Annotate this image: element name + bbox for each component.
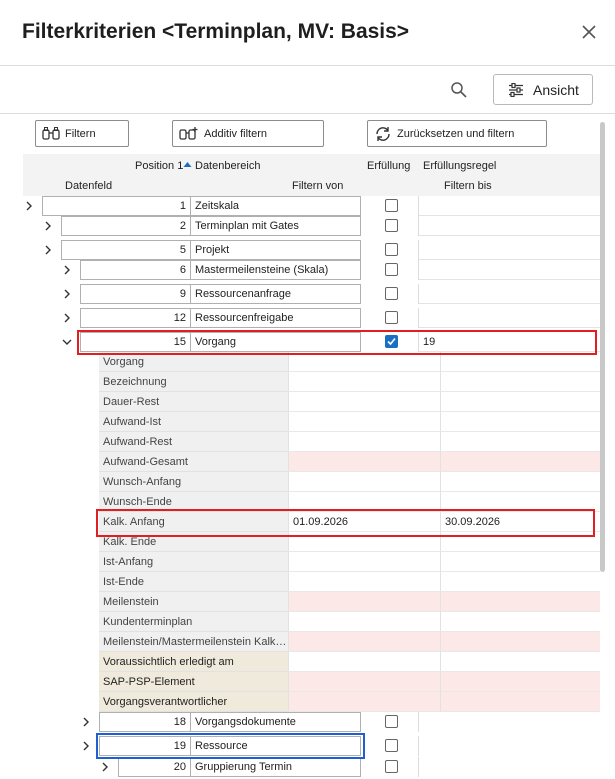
filter-to-cell[interactable]: [440, 632, 600, 652]
table-row[interactable]: [0, 284, 600, 304]
filter-from-cell[interactable]: [288, 572, 440, 592]
filter-from-cell[interactable]: [288, 472, 440, 492]
filter-to-cell[interactable]: [440, 592, 600, 612]
sort-ascending-icon: [183, 161, 192, 168]
scrollbar-thumb[interactable]: [600, 122, 605, 572]
chevron-right-icon[interactable]: [99, 761, 111, 773]
filter-from-cell[interactable]: [288, 452, 440, 472]
filter-from-cell[interactable]: [288, 592, 440, 612]
field-row-kalk-anfang: [0, 512, 600, 532]
filter-from-cell[interactable]: [288, 632, 440, 652]
chevron-down-icon[interactable]: [61, 336, 73, 348]
erfuellung-checkbox[interactable]: [385, 311, 398, 324]
table-row-ressource[interactable]: [0, 736, 600, 756]
erfuellung-checkbox-checked[interactable]: [385, 335, 398, 348]
filter-to-cell[interactable]: [440, 552, 600, 572]
filter-to-cell[interactable]: [440, 692, 600, 712]
filter-to-cell[interactable]: [440, 412, 600, 432]
field-row: [0, 532, 600, 552]
erfuellung-cell: [361, 308, 419, 328]
erfuellung-cell: [361, 712, 419, 732]
field-row: [0, 392, 600, 412]
erfuellung-cell: [361, 196, 419, 216]
field-label: Meilenstein: [99, 592, 288, 612]
chevron-right-icon[interactable]: [80, 716, 92, 728]
filter-to-cell[interactable]: [440, 612, 600, 632]
filter-to-cell[interactable]: [440, 532, 600, 552]
filter-label: Filtern: [65, 127, 96, 140]
chevron-right-icon[interactable]: [61, 288, 73, 300]
reset-and-filter-button[interactable]: [367, 120, 547, 147]
field-label: Kalk. Anfang: [99, 512, 288, 532]
table-row[interactable]: [0, 308, 600, 328]
field-label: Vorgang: [99, 352, 288, 372]
top-bar: [0, 67, 615, 114]
field-row: [0, 672, 600, 692]
additive-filter-button[interactable]: [172, 120, 324, 147]
table-row[interactable]: [0, 196, 600, 216]
datenbereich-cell: Projekt: [191, 240, 361, 260]
erfuellung-cell: [361, 240, 419, 260]
field-label: Wunsch-Anfang: [99, 472, 288, 492]
chevron-right-icon[interactable]: [42, 244, 54, 256]
column-header-datenbereich[interactable]: Datenbereich: [195, 160, 261, 172]
filter-from-cell[interactable]: 01.09.2026: [288, 512, 440, 532]
chevron-right-icon[interactable]: [80, 740, 92, 752]
field-label: Ist-Anfang: [99, 552, 288, 572]
filter-to-cell[interactable]: [440, 572, 600, 592]
erfuellungsregel-cell[interactable]: [419, 216, 600, 236]
position-cell: 1: [42, 196, 191, 216]
position-cell: 12: [80, 308, 191, 328]
table-row[interactable]: [0, 712, 600, 732]
filter-to-cell[interactable]: [440, 492, 600, 512]
filter-from-cell[interactable]: [288, 492, 440, 512]
field-row: [0, 632, 600, 652]
field-row: [0, 412, 600, 432]
field-label: Aufwand-Rest: [99, 432, 288, 452]
vertical-scrollbar[interactable]: [599, 114, 607, 779]
erfuellungsregel-cell[interactable]: [419, 284, 600, 304]
field-label: Meilenstein/Mastermeilenstein Kalk…: [99, 632, 288, 652]
filter-from-cell[interactable]: [288, 432, 440, 452]
binoculars-plus-icon: [179, 126, 199, 141]
erfuellungsregel-cell[interactable]: [419, 240, 600, 260]
erfuellung-cell: [361, 332, 419, 352]
position-cell: 15: [80, 332, 191, 352]
chevron-right-icon[interactable]: [61, 312, 73, 324]
search-icon[interactable]: [450, 81, 468, 99]
field-row: [0, 492, 600, 512]
erfuellung-cell: [361, 216, 419, 236]
erfuellung-cell: [361, 284, 419, 304]
table-row[interactable]: [0, 240, 600, 260]
column-header-datenfeld[interactable]: Datenfeld: [65, 180, 113, 192]
position-cell: 6: [80, 260, 191, 280]
chevron-right-icon[interactable]: [42, 220, 54, 232]
check-icon: [386, 336, 397, 347]
field-row: [0, 572, 600, 592]
datenbereich-cell: Mastermeilensteine (Skala): [191, 260, 361, 280]
field-label: SAP-PSP-Element: [99, 672, 288, 692]
erfuellung-cell: [361, 736, 419, 756]
field-row: [0, 452, 600, 472]
datenbereich-cell: Zeitskala: [191, 196, 361, 216]
field-label: Aufwand-Ist: [99, 412, 288, 432]
column-header-erfuellungsregel[interactable]: Erfüllungsregel: [423, 160, 497, 172]
position-cell: 5: [61, 240, 191, 260]
field-row: [0, 612, 600, 632]
additive-filter-label: Additiv filtern: [204, 127, 267, 140]
table-row-vorgang[interactable]: [0, 332, 600, 352]
filter-to-cell[interactable]: [440, 392, 600, 412]
filter-to-cell[interactable]: 30.09.2026: [440, 512, 600, 532]
column-header-filtern-von[interactable]: Filtern von: [292, 180, 344, 192]
erfuellung-checkbox[interactable]: [385, 287, 398, 300]
field-label: Vorgangsverantwortlicher: [99, 692, 288, 712]
field-label: Wunsch-Ende: [99, 492, 288, 512]
erfuellung-checkbox[interactable]: [385, 715, 398, 728]
filter-to-cell[interactable]: [440, 672, 600, 692]
erfuellung-checkbox[interactable]: [385, 219, 398, 232]
datenbereich-cell: Vorgangsdokumente: [191, 712, 361, 732]
filter-to-cell[interactable]: [440, 472, 600, 492]
erfuellung-checkbox[interactable]: [385, 739, 398, 752]
field-label: Ist-Ende: [99, 572, 288, 592]
field-label: Kalk. Ende: [99, 532, 288, 552]
filter-from-cell[interactable]: [288, 412, 440, 432]
datenbereich-cell: Ressourcenfreigabe: [191, 308, 361, 328]
erfuellung-cell: [361, 260, 419, 280]
reset-and-filter-label: Zurücksetzen und filtern: [397, 127, 515, 140]
binoculars-icon: [42, 127, 60, 141]
field-row: [0, 552, 600, 572]
filter-from-cell[interactable]: [288, 532, 440, 552]
position-cell: 9: [80, 284, 191, 304]
field-row: [0, 352, 600, 372]
filter-to-cell[interactable]: [440, 352, 600, 372]
field-label: Kundenterminplan: [99, 612, 288, 632]
filter-from-cell[interactable]: [288, 652, 440, 672]
datenbereich-cell: Ressourcenanfrage: [191, 284, 361, 304]
table-row[interactable]: [0, 216, 600, 236]
field-row: [0, 692, 600, 712]
ansicht-button[interactable]: [493, 74, 593, 105]
filter-from-cell[interactable]: [288, 392, 440, 412]
filter-to-cell[interactable]: [440, 372, 600, 392]
position-cell: 18: [99, 712, 191, 732]
field-row: [0, 432, 600, 452]
chevron-right-icon[interactable]: [61, 264, 73, 276]
filter-from-cell[interactable]: [288, 372, 440, 392]
field-label: Voraussichtlich erledigt am: [99, 652, 288, 672]
field-row: [0, 592, 600, 612]
datenbereich-cell: Terminplan mit Gates: [191, 216, 361, 236]
field-label: Bezeichnung: [99, 372, 288, 392]
filter-to-cell[interactable]: [440, 652, 600, 672]
erfuellung-checkbox[interactable]: [385, 243, 398, 256]
filter-from-cell[interactable]: [288, 672, 440, 692]
erfuellung-checkbox[interactable]: [385, 263, 398, 276]
position-cell: 19: [99, 736, 191, 756]
column-header-position[interactable]: Position 1: [135, 160, 192, 172]
filter-from-cell[interactable]: [288, 352, 440, 372]
sliders-icon: [508, 83, 524, 97]
filter-to-cell[interactable]: [440, 432, 600, 452]
position-cell: 20: [118, 757, 191, 777]
column-header-filtern-bis[interactable]: Filtern bis: [444, 180, 492, 192]
erfuellungsregel-cell[interactable]: [419, 260, 600, 280]
dialog-title: Filterkriterien <Terminplan, MV: Basis>: [22, 20, 410, 43]
erfuellungsregel-cell[interactable]: [419, 308, 600, 328]
erfuellungsregel-cell[interactable]: [419, 196, 600, 216]
refresh-icon: [374, 126, 392, 142]
column-header-erfuellung[interactable]: Erfüllung: [367, 160, 411, 172]
datenbereich-cell: Vorgang: [191, 332, 361, 352]
chevron-right-icon[interactable]: [23, 200, 35, 212]
field-row: [0, 652, 600, 672]
table-row[interactable]: [0, 260, 600, 280]
ansicht-label: Ansicht: [533, 81, 579, 98]
datenbereich-cell: Gruppierung Termin: [191, 757, 361, 777]
dialog-header: [0, 0, 615, 66]
filter-from-cell[interactable]: [288, 692, 440, 712]
filter-from-cell[interactable]: [288, 612, 440, 632]
field-label: Aufwand-Gesamt: [99, 452, 288, 472]
close-icon[interactable]: [579, 22, 599, 42]
field-label: Dauer-Rest: [99, 392, 288, 412]
field-row: [0, 372, 600, 392]
filter-from-cell[interactable]: [288, 552, 440, 572]
erfuellung-checkbox[interactable]: [385, 199, 398, 212]
table-row[interactable]: [0, 757, 600, 777]
erfuellung-checkbox[interactable]: [385, 760, 398, 773]
erfuellungsregel-cell[interactable]: 19: [419, 332, 600, 352]
filter-to-cell[interactable]: [440, 452, 600, 472]
datenbereich-cell: Ressource: [191, 736, 361, 756]
position-cell: 2: [61, 216, 191, 236]
field-row: [0, 472, 600, 492]
filter-button[interactable]: [35, 120, 129, 147]
erfuellung-cell: [361, 757, 419, 777]
